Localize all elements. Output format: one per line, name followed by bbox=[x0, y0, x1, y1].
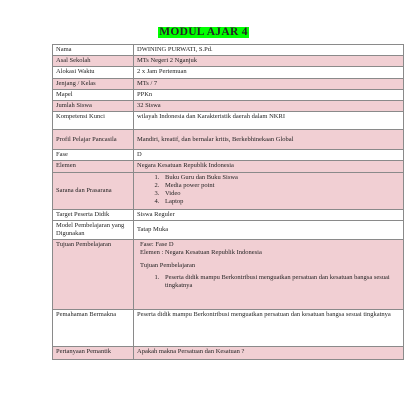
row-value: Siswa Reguler bbox=[134, 209, 404, 220]
row-label: Pertanyaan Pemantik bbox=[53, 347, 134, 360]
list-item: 1. Buku Guru dan Buku Siswa bbox=[161, 174, 400, 182]
sarana-row bbox=[53, 172, 404, 209]
tujuan-fase: Fase: Fase D bbox=[140, 241, 174, 249]
row-label: Asal Sekolah bbox=[53, 56, 134, 67]
table-row bbox=[53, 161, 404, 172]
table-row bbox=[53, 78, 404, 89]
table-row bbox=[53, 45, 404, 56]
row-label: Target Peserta Didik bbox=[53, 209, 134, 220]
row-label: Mapel bbox=[53, 89, 134, 100]
title-wrapper bbox=[0, 22, 407, 40]
pertanyaan-row bbox=[53, 347, 404, 360]
tujuan-elemen: Elemen : Negara Kesatuan Republik Indonesia bbox=[140, 249, 262, 257]
list-item: 2. Media power point bbox=[161, 182, 400, 190]
row-value: MTs Negeri 2 Nganjuk bbox=[134, 56, 404, 67]
list-item: 3. Video bbox=[161, 190, 400, 198]
row-value: D bbox=[134, 150, 404, 161]
row-value: wilayah Indonesia dan Karakteristik daerah dalam NKRI bbox=[134, 112, 404, 130]
tujuan-list bbox=[137, 274, 400, 290]
row-value: 32 Siswa bbox=[134, 101, 404, 112]
tujuan-cell bbox=[134, 240, 404, 310]
row-value: Apakah makna Persatuan dan Kesatuan ? bbox=[134, 347, 404, 360]
row-label: Jenjang / Kelas bbox=[53, 78, 134, 89]
row-label: Elemen bbox=[53, 161, 134, 172]
table-row bbox=[53, 220, 404, 239]
row-label: Alokasi Waktu bbox=[53, 67, 134, 78]
table-row bbox=[53, 56, 404, 67]
row-label: Profil Pelajar Pancasila bbox=[53, 130, 134, 150]
table-row bbox=[53, 209, 404, 220]
row-value: 2 x Jam Pertemuan bbox=[134, 67, 404, 78]
sarana-list bbox=[137, 174, 400, 207]
pemahaman-row bbox=[53, 310, 404, 347]
row-value: MTs / 7 bbox=[134, 78, 404, 89]
table-row bbox=[53, 67, 404, 78]
row-label: Nama bbox=[53, 45, 134, 56]
row-label: Model Pembelajaran yang Digunakan bbox=[53, 220, 134, 239]
table-row bbox=[53, 130, 404, 150]
row-label: Tujuan Pembelajaran bbox=[53, 240, 134, 310]
row-value: DWINING PURWATI, S.Pd. bbox=[134, 45, 404, 56]
module-table bbox=[52, 44, 404, 360]
tujuan-heading: Tujuan Pembelajaran bbox=[140, 261, 196, 269]
row-value: Mandiri, kreatif, dan bernalar kritis, Berkebhinekaan Global bbox=[134, 130, 404, 150]
row-label: Sarana dan Prasarana bbox=[53, 172, 134, 209]
tujuan-row bbox=[53, 240, 404, 310]
row-label: Pemahaman Bermakna bbox=[53, 310, 134, 347]
row-value: PPKn bbox=[134, 89, 404, 100]
sarana-list-cell bbox=[134, 172, 404, 209]
row-label: Kompetensi Kunci bbox=[53, 112, 134, 130]
document-title: MODUL AJAR 4 bbox=[159, 26, 248, 38]
table-row bbox=[53, 101, 404, 112]
row-label: Fase bbox=[53, 150, 134, 161]
table-row bbox=[53, 112, 404, 130]
table-row bbox=[53, 89, 404, 100]
row-value: Negara Kesatuan Republik Indonesia bbox=[134, 161, 404, 172]
table-row bbox=[53, 150, 404, 161]
row-label: Jumlah Siswa bbox=[53, 101, 134, 112]
row-value: Tatap Muka bbox=[134, 220, 404, 239]
row-value: Peserta didik mampu Berkontribusi menguatkan persatuan dan kesatuan bangsa sesuai tingkatnya bbox=[134, 310, 404, 347]
list-item: 4. Laptop bbox=[161, 198, 400, 206]
list-item: 1. Peserta didik mampu Berkontribusi menguatkan persatuan dan kesatuan bangsa sesuai tingkatnya bbox=[161, 274, 400, 290]
